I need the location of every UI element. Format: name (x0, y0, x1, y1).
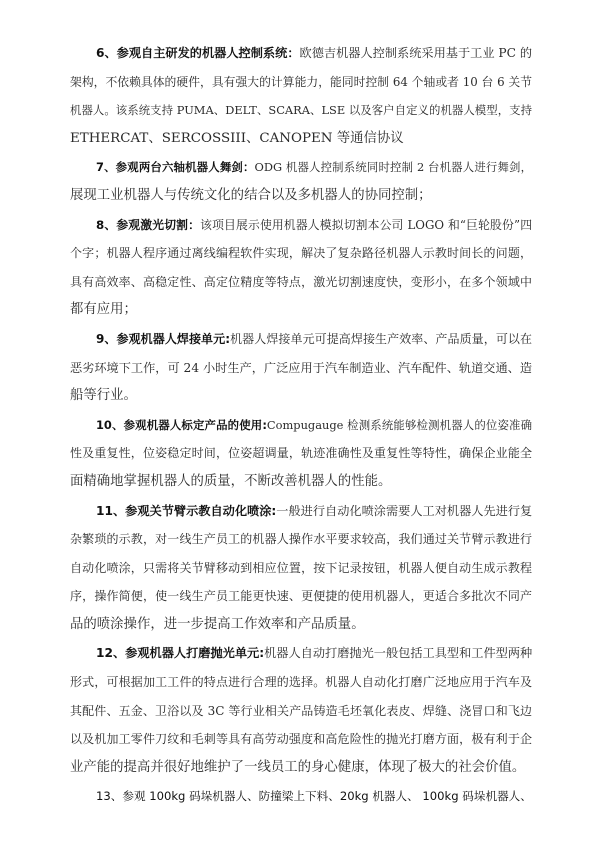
item-heading: 12、参观机器人打磨抛光单元: (96, 646, 265, 661)
item-13 (70, 782, 532, 811)
item-heading: 6、参观自主研发的机器人控制系统： (96, 46, 300, 60)
item-line: 展现工业机器人与传统文化的结合以及多机器人的协同控制； (70, 187, 432, 203)
item-first-line (70, 639, 532, 668)
item-text: 机器人焊接单元可提高焊接生产效率、产品质量，可以在 (230, 331, 532, 346)
item-line: 恶劣环境下工作，可 24 小时生产，广泛应用于汽车制造业、汽车配件、轨道交通、造 (70, 360, 532, 375)
item-6 (70, 39, 532, 153)
item-heading: 10、参观机器人标定产品的使用: (96, 417, 267, 432)
item-line: 业产能的提高并很好地维护了一线员工的身心健康，体现了极大的社会价值。 (70, 759, 526, 775)
item-line: 杂繁琐的示教，对一线生产员工的机器人操作水平要求较高，我们通过关节臂示教进行 (70, 532, 532, 547)
item-7 (70, 153, 532, 210)
item-line: 形式，可根据加工工件的特点进行合理的选择。机器人自动化打磨广泛地应用于汽车及 (70, 675, 532, 690)
item-first-line (70, 325, 532, 354)
item-text: 一般进行自动化喷涂需要人工对机器人先进行复 (276, 503, 532, 518)
item-line: 架构，不依赖具体的硬件，具有强大的计算能力，能同时控制 64 个轴或者 10 台 6 关节 (70, 74, 532, 89)
item-line: 以及机加工零件刀纹和毛刺等具有高劳动强度和高危险性的抛光打磨方面，极有利于企 (70, 732, 532, 747)
item-line: 个字；机器人程序通过离线编程软件实现，解决了复杂路径机器人示教时间长的问题， (70, 246, 532, 261)
item-line: ETHERCAT、SERCOSSIII、CANOPEN 等通信协议 (70, 130, 404, 146)
item-10 (70, 411, 532, 497)
item-line: 品的喷涂操作，进一步提高工作效率和产品质量。 (70, 616, 365, 632)
item-heading: 11、参观关节臂示教自动化喷涂: (96, 503, 277, 518)
item-first-line (70, 411, 532, 440)
item-text: Compugauge 检测系统能够检测机器人的位姿准确 (266, 417, 532, 432)
item-line: 机器人。该系统支持 PUMA、DELT、SCARA、LSE 以及客户自定义的机器人模型，支持 (70, 103, 532, 118)
item-line: 船等行业。 (70, 388, 137, 404)
item-first-line (70, 211, 532, 240)
item-text: 欧德吉机器人控制系统采用基于工业 PC 的 (299, 46, 532, 60)
item-line: 自动化喷涂，只需将关节臂移动到相应位置，按下记录按钮，机器人便自动生成示教程 (70, 560, 532, 575)
item-first-line (70, 39, 532, 68)
item-line: 序，操作简便，使一线生产员工能更快速、更便捷的使用机器人，更适合多批次不同产 (70, 589, 532, 604)
item-line: 性及重复性，位姿稳定时间，位姿超调量，轨迹准确性及重复性等特性，确保企业能全 (70, 446, 532, 461)
item-text: ODG 机器人控制系统同时控制 2 台机器人进行舞剑， (254, 160, 532, 175)
item-line: 面精确地掌握机器人的质量，不断改善机器人的性能。 (70, 473, 392, 489)
item-heading: 9、参观机器人焊接单元: (96, 331, 231, 346)
item-8 (70, 211, 532, 325)
item-line: 都有应用； (70, 302, 137, 318)
item-text: 机器人自动打磨抛光一般包括工具型和工件型两种 (264, 646, 532, 661)
document-page (70, 39, 532, 811)
item-heading: 8、参观激光切割： (96, 217, 201, 232)
item-line: 具有高效率、高稳定性、高定位精度等特点，激光切割速度快，变形小，在多个领域中 (70, 274, 532, 289)
item-line: 其配件、五金、卫浴以及 3C 等行业相关产品铸造毛坯氧化表皮、焊缝、浇冒口和飞边 (70, 703, 532, 718)
item-9 (70, 325, 532, 411)
item-heading: 7、参观两台六轴机器人舞剑： (96, 160, 255, 175)
item-heading-line: 13、参观 100kg 码垛机器人、防撞梁上下料、20kg 机器人、 100kg 码垛机器人、 (96, 789, 532, 804)
item-12 (70, 639, 532, 782)
item-first-line (70, 153, 532, 182)
item-first-line (70, 497, 532, 526)
item-11 (70, 497, 532, 640)
item-text: 该项目展示使用机器人模拟切割本公司 LOGO 和“巨轮股份”四 (200, 217, 532, 232)
